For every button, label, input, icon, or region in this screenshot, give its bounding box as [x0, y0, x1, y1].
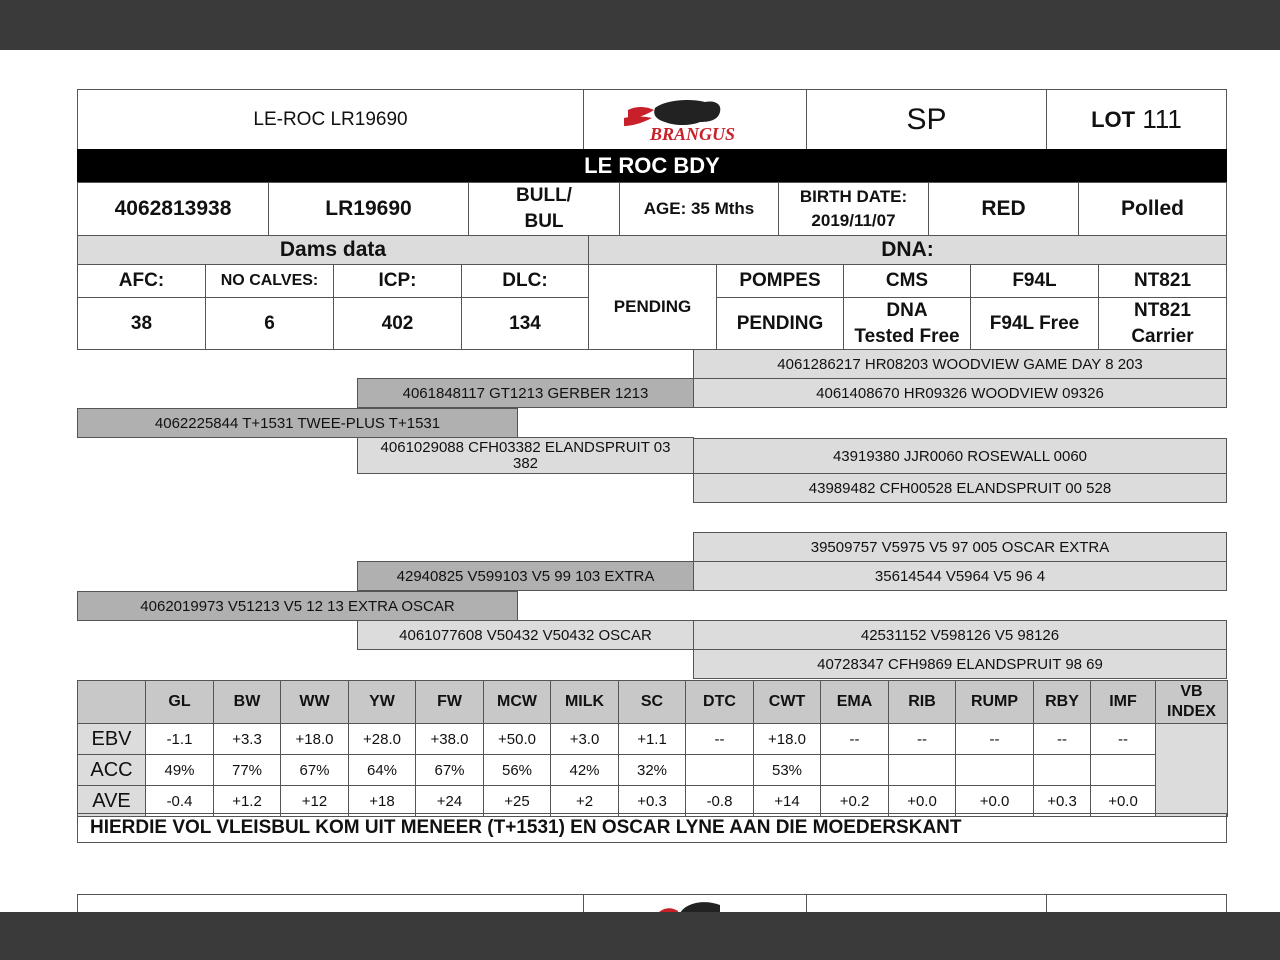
- ebv-cell: 49%: [146, 755, 214, 786]
- dams-value-afc: 38: [77, 297, 206, 350]
- ebv-col-header: SC: [619, 681, 686, 724]
- ebv-cell: --: [956, 724, 1034, 755]
- ebv-cell: 32%: [619, 755, 686, 786]
- ebv-cell: --: [1091, 724, 1156, 755]
- ebv-cell: +25: [484, 786, 551, 817]
- dna-header-cms: CMS: [843, 264, 971, 298]
- ebv-cell: --: [686, 724, 754, 755]
- pedigree-sire-sire: 4061848117 GT1213 GERBER 1213: [357, 378, 694, 408]
- pedigree-dam-sire: 42940825 V599103 V5 99 103 EXTRA: [357, 561, 694, 591]
- ebv-cell: +2: [551, 786, 619, 817]
- pedigree-sds: 43919380 JJR0060 ROSEWALL 0060: [693, 438, 1227, 474]
- ebv-col-header: CWT: [754, 681, 821, 724]
- ebv-cell: +28.0: [349, 724, 416, 755]
- dams-value-icp: 402: [333, 297, 462, 350]
- reg-number: 4062813938: [77, 182, 269, 236]
- ebv-cell: -0.8: [686, 786, 754, 817]
- remark: HIERDIE VOL VLEISBUL KOM UIT MENEER (T+1531) EN OSCAR LYNE AAN DIE MOEDERSKANT: [77, 813, 1227, 843]
- viewer-bottom-bar: [0, 912, 1280, 960]
- dna-header-nt821: NT821: [1098, 264, 1227, 298]
- ebv-cell: [821, 755, 889, 786]
- ebv-col-header: MILK: [551, 681, 619, 724]
- ebv-col-header: BW: [214, 681, 281, 724]
- ebv-cell: 53%: [754, 755, 821, 786]
- ebv-cell: +0.3: [619, 786, 686, 817]
- ebv-cell: 77%: [214, 755, 281, 786]
- ebv-row-label: ACC: [78, 755, 146, 786]
- dna-value-nt821: NT821 Carrier: [1098, 297, 1227, 350]
- ebv-cell: [956, 755, 1034, 786]
- pedigree-ssd: 4061408670 HR09326 WOODVIEW 09326: [693, 378, 1227, 408]
- catalog-page: [0, 50, 1280, 912]
- ebv-cell: 56%: [484, 755, 551, 786]
- ebv-header-row: [78, 681, 1228, 724]
- horn-status: Polled: [1078, 182, 1227, 236]
- tattoo: LR19690: [268, 182, 469, 236]
- ebv-cell: +18.0: [281, 724, 349, 755]
- dna-title: DNA:: [588, 235, 1227, 265]
- ebv-cell: [889, 755, 956, 786]
- pedigree-dam-dam: 4061077608 V50432 V50432 OSCAR: [357, 620, 694, 650]
- ebv-col-header: RIB: [889, 681, 956, 724]
- ebv-cell: +0.0: [956, 786, 1034, 817]
- ebv-cell: +12: [281, 786, 349, 817]
- dams-title: Dams data: [77, 235, 589, 265]
- pedigree-sdd: 43989482 CFH00528 ELANDSPRUIT 00 528: [693, 473, 1227, 503]
- ebv-cell: +38.0: [416, 724, 484, 755]
- ebv-corner: [78, 681, 146, 724]
- ebv-col-header: RBY: [1034, 681, 1091, 724]
- ebv-col-header: FW: [416, 681, 484, 724]
- lot-number: 111: [1142, 104, 1182, 134]
- age: AGE: 35 Mths: [619, 182, 779, 236]
- next-lot-id-cell: [77, 894, 584, 912]
- ave-row: [78, 786, 1228, 817]
- pedigree-dsd: 35614544 V5964 V5 96 4: [693, 561, 1227, 591]
- ebv-col-header: GL: [146, 681, 214, 724]
- dams-value-dlc: 134: [461, 297, 589, 350]
- dna-value-f94l: F94L Free: [970, 297, 1099, 350]
- birth-date: BIRTH DATE: 2019/11/07: [778, 182, 929, 236]
- ebv-col-vb-index: VB INDEX: [1156, 681, 1228, 724]
- brangus-logo: [620, 96, 770, 144]
- dams-header-dlc: DLC:: [461, 264, 589, 298]
- ebv-cell: [1034, 755, 1091, 786]
- ebv-cell: +0.2: [821, 786, 889, 817]
- ebv-col-header: IMF: [1091, 681, 1156, 724]
- viewer-top-bar: [0, 0, 1280, 50]
- dams-header-afc: AFC:: [77, 264, 206, 298]
- pedigree-dss: 39509757 V5975 V5 97 005 OSCAR EXTRA: [693, 532, 1227, 562]
- pedigree-dds: 42531152 V598126 V5 98126: [693, 620, 1227, 650]
- ebv-cell: +0.0: [889, 786, 956, 817]
- ebv-cell: +3.0: [551, 724, 619, 755]
- ebv-table: [77, 680, 1228, 817]
- ebv-cell: +0.0: [1091, 786, 1156, 817]
- pedigree-sire-dam: 4061029088 CFH03382 ELANDSPRUIT 03 382: [357, 437, 694, 474]
- dna-value-pompes: PENDING: [716, 297, 844, 350]
- lot-cell: [1046, 89, 1227, 150]
- ebv-row-label: AVE: [78, 786, 146, 817]
- ebv-cell: +1.2: [214, 786, 281, 817]
- ebv-col-header: DTC: [686, 681, 754, 724]
- pedigree-sire: 4062225844 T+1531 TWEE-PLUS T+1531: [77, 408, 518, 438]
- ebv-cell: +50.0: [484, 724, 551, 755]
- dna-header-f94l: F94L: [970, 264, 1099, 298]
- next-lot-class-cell: [806, 894, 1047, 912]
- ebv-cell: +18.0: [754, 724, 821, 755]
- ebv-col-header: EMA: [821, 681, 889, 724]
- sex: BULL/ BUL: [468, 182, 620, 236]
- ebv-cell: 64%: [349, 755, 416, 786]
- dna-header-pompes: POMPES: [716, 264, 844, 298]
- vb-index-value: [1156, 724, 1228, 817]
- ebv-cell: 67%: [281, 755, 349, 786]
- color: RED: [928, 182, 1079, 236]
- pedigree-ddd: 40728347 CFH9869 ELANDSPRUIT 98 69: [693, 649, 1227, 679]
- ebv-row: [78, 724, 1228, 755]
- animal-name: LE ROC BDY: [77, 149, 1227, 183]
- ebv-col-header: RUMP: [956, 681, 1034, 724]
- ebv-cell: 67%: [416, 755, 484, 786]
- ebv-col-header: MCW: [484, 681, 551, 724]
- lot-label: LOT: [1091, 106, 1136, 132]
- ebv-cell: --: [889, 724, 956, 755]
- breed-logo-cell: [583, 89, 807, 150]
- ebv-cell: [686, 755, 754, 786]
- next-lot-logo-cell: [583, 894, 807, 912]
- pedigree-dam: 4062019973 V51213 V5 12 13 EXTRA OSCAR: [77, 591, 518, 621]
- ebv-cell: +3.3: [214, 724, 281, 755]
- ebv-col-header: YW: [349, 681, 416, 724]
- dna-value-cms: DNA Tested Free: [843, 297, 971, 350]
- ebv-cell: [1091, 755, 1156, 786]
- class-code: SP: [806, 89, 1047, 150]
- ebv-row-label: EBV: [78, 724, 146, 755]
- ebv-cell: +0.3: [1034, 786, 1091, 817]
- next-lot-logo: [620, 895, 770, 912]
- dams-header-icp: ICP:: [333, 264, 462, 298]
- ebv-cell: --: [821, 724, 889, 755]
- dams-header-calves: NO CALVES:: [205, 264, 334, 298]
- ebv-cell: -0.4: [146, 786, 214, 817]
- ebv-cell: -1.1: [146, 724, 214, 755]
- next-lot-number-cell: [1046, 894, 1227, 912]
- ebv-cell: +24: [416, 786, 484, 817]
- id-title: LE-ROC LR19690: [77, 89, 584, 150]
- ebv-cell: 42%: [551, 755, 619, 786]
- ebv-col-header: WW: [281, 681, 349, 724]
- ebv-cell: +14: [754, 786, 821, 817]
- ebv-cell: +18: [349, 786, 416, 817]
- pedigree-sss: 4061286217 HR08203 WOODVIEW GAME DAY 8 203: [693, 349, 1227, 379]
- ebv-cell: +1.1: [619, 724, 686, 755]
- dna-pending: PENDING: [588, 264, 717, 350]
- logo-text: BRANGUS: [650, 123, 736, 144]
- dams-value-calves: 6: [205, 297, 334, 350]
- ebv-cell: --: [1034, 724, 1091, 755]
- acc-row: [78, 755, 1228, 786]
